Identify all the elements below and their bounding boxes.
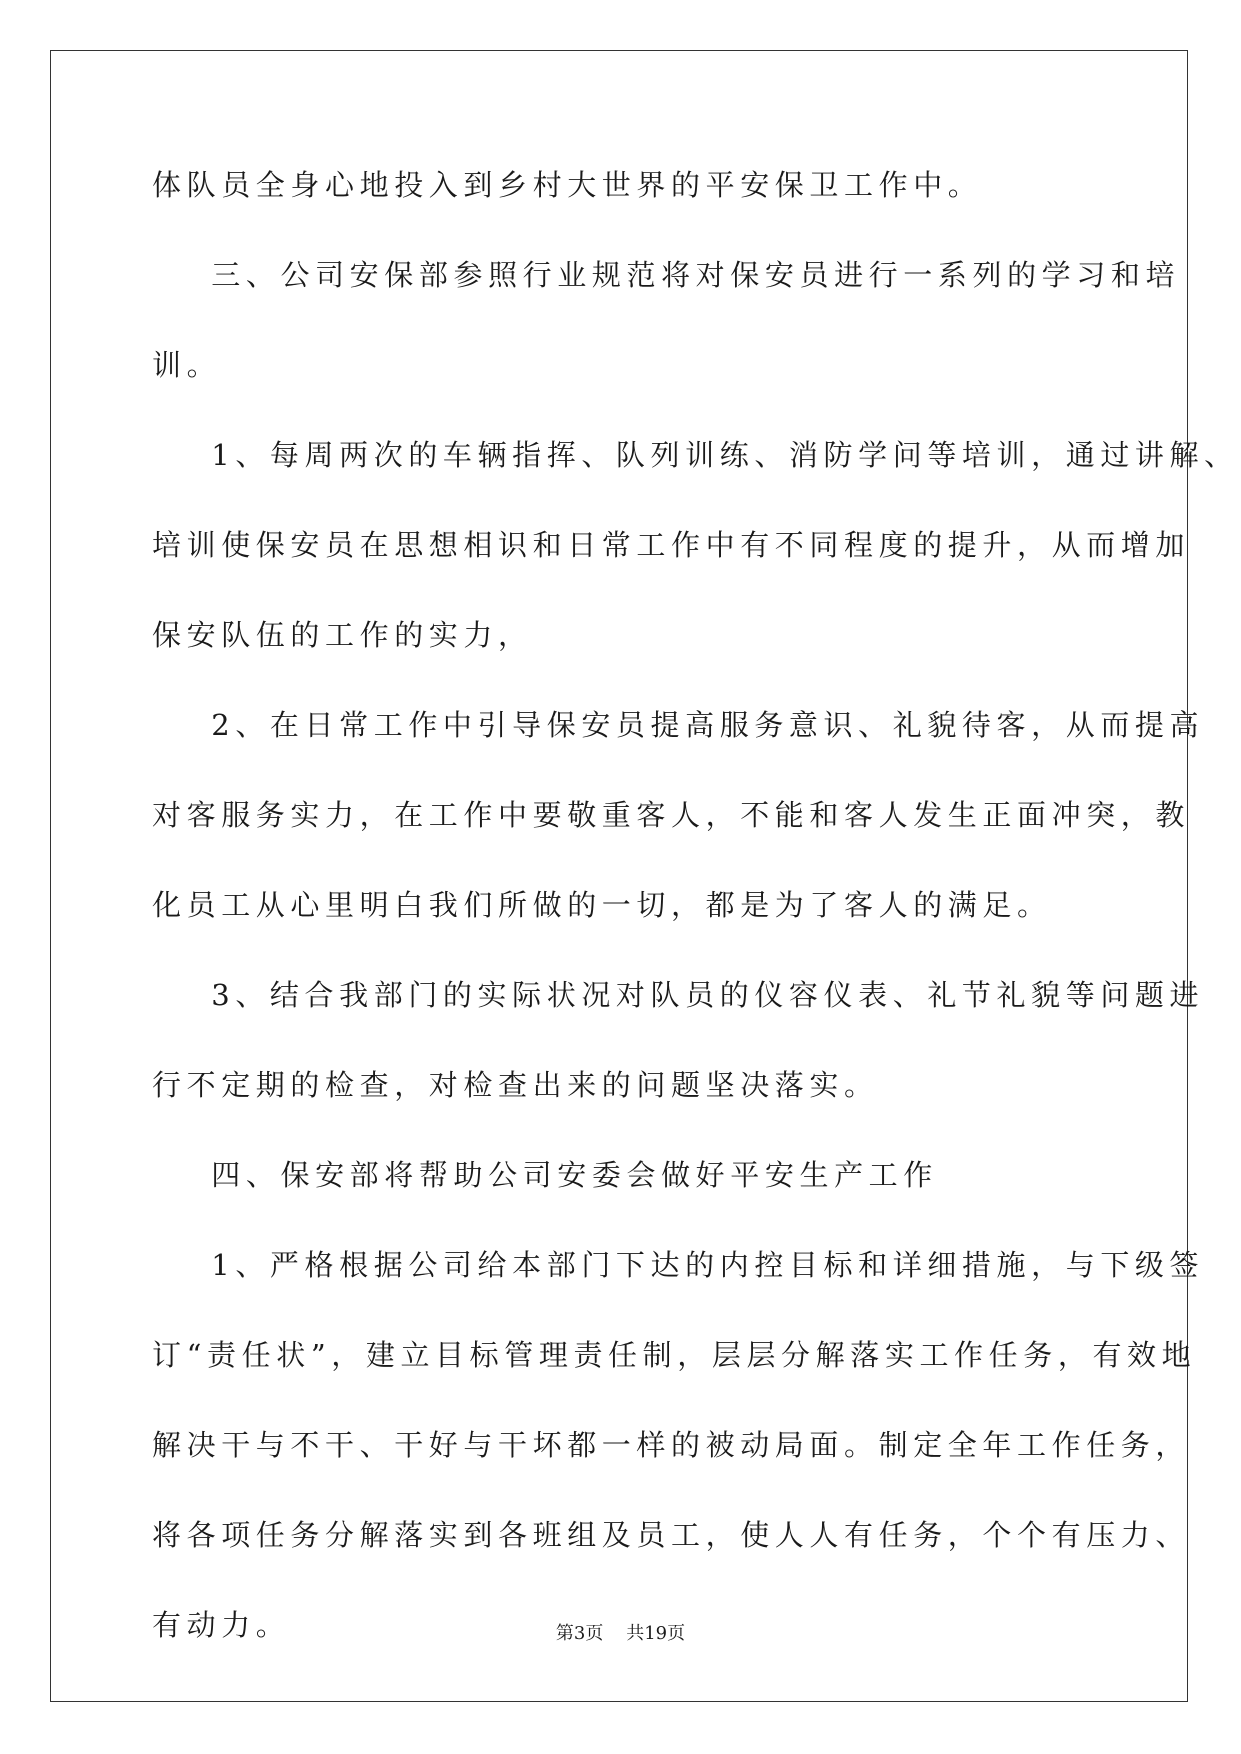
text-line: 四、保安部将帮助公司安委会做好平安生产工作: [152, 1158, 938, 1192]
text-line: 训。: [152, 348, 222, 382]
text-line: 对客服务实力，在工作中要敬重客人，不能和客人发生正面冲突，教: [152, 798, 1191, 832]
text-line: 化员工从心里明白我们所做的一切，都是为了客人的满足。: [152, 888, 1052, 922]
text-line: 体队员全身心地投入到乡村大世界的平安保卫工作中。: [152, 168, 983, 202]
text-line: 行不定期的检查，对检查出来的问题坚决落实。: [152, 1068, 879, 1102]
text-line: 1、每周两次的车辆指挥、队列训练、消防学问等培训，通过讲解、: [152, 438, 1239, 472]
text-line: 将各项任务分解落实到各班组及员工，使人人有任务，个个有压力、: [152, 1518, 1191, 1552]
text-line: 2、在日常工作中引导保安员提高服务意识、礼貌待客，从而提高: [152, 708, 1205, 742]
text-line: 有动力。: [152, 1608, 291, 1642]
text-line: 保安队伍的工作的实力，: [152, 618, 533, 652]
text-line: 解决干与不干、干好与干坏都一样的被动局面。制定全年工作任务，: [152, 1428, 1191, 1462]
text-line: 订“责任状”，建立目标管理责任制，层层分解落实工作任务，有效地: [152, 1338, 1197, 1372]
text-line: 3、结合我部门的实际状况对队员的仪容仪表、礼节礼貌等问题进: [152, 978, 1205, 1012]
text-line: 三、公司安保部参照行业规范将对保安员进行一系列的学习和培: [152, 258, 1181, 292]
text-line: 培训使保安员在思想相识和日常工作中有不同程度的提升，从而增加: [152, 528, 1191, 562]
page-number: 第3页 共19页: [555, 1623, 686, 1644]
text-line: 1、严格根据公司给本部门下达的内控目标和详细措施，与下级签: [152, 1248, 1205, 1282]
